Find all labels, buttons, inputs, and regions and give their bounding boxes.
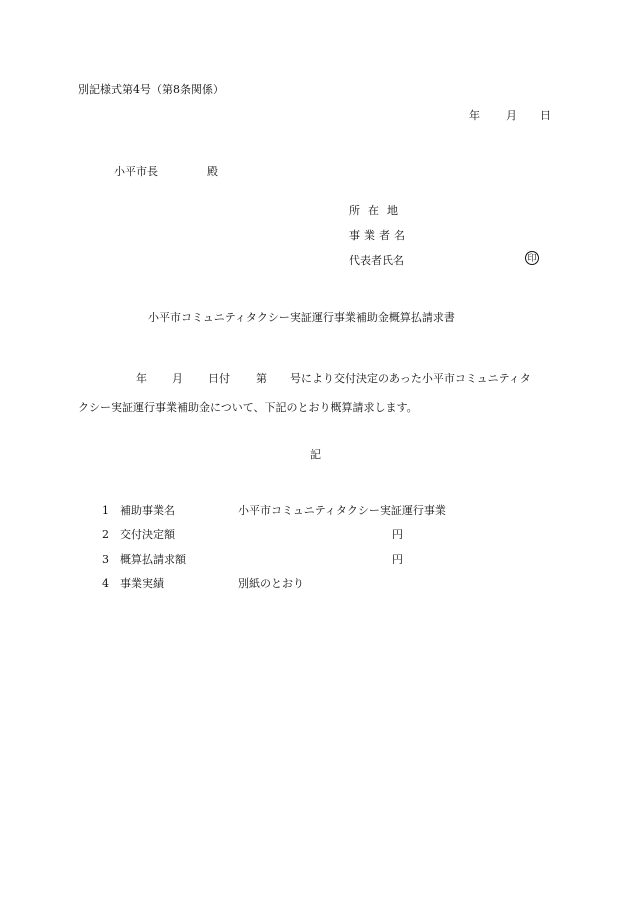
item-yen-unit: 円 — [392, 553, 403, 566]
date-year-label: 年 — [469, 109, 480, 122]
seal-mark: 印 — [525, 251, 539, 265]
business-name-label: 事業者名 — [349, 229, 409, 242]
body-line-2: クシー実証運行事業補助金について、下記のとおり概算請求します。 — [78, 401, 418, 414]
item-value: 別紙のとおり — [238, 577, 304, 590]
form-number: 別記様式第4号（第8条関係） — [78, 83, 224, 96]
date-month-label: 月 — [506, 109, 517, 122]
item-number: 3 — [102, 553, 109, 566]
ki-heading: 記 — [310, 448, 321, 461]
item-label: 補助事業名 — [120, 504, 175, 517]
body-day-dated: 日付 — [208, 372, 230, 385]
item-label: 交付決定額 — [120, 528, 175, 541]
address-label: 所在地 — [349, 204, 406, 217]
item-number: 1 — [102, 504, 109, 517]
item-yen-unit: 円 — [392, 528, 403, 541]
item-number: 4 — [102, 577, 109, 590]
addressee-name: 小平市長 — [114, 165, 158, 178]
representative-name-label: 代表者氏名 — [349, 254, 404, 267]
item-value: 小平市コミュニティタクシー実証運行事業 — [238, 504, 446, 517]
addressee-honorific: 殿 — [207, 165, 218, 178]
body-line-1-rest: 号により交付決定のあった小平市コミュニティタ — [290, 372, 531, 385]
item-number: 2 — [102, 528, 109, 541]
document-title: 小平市コミュニティタクシー実証運行事業補助金概算払請求書 — [148, 311, 455, 324]
item-label: 事業実績 — [120, 577, 164, 590]
body-month: 月 — [172, 372, 183, 385]
body-number-prefix: 第 — [256, 372, 267, 385]
body-year: 年 — [136, 372, 147, 385]
item-label: 概算払請求額 — [120, 553, 186, 566]
date-day-label: 日 — [540, 109, 551, 122]
